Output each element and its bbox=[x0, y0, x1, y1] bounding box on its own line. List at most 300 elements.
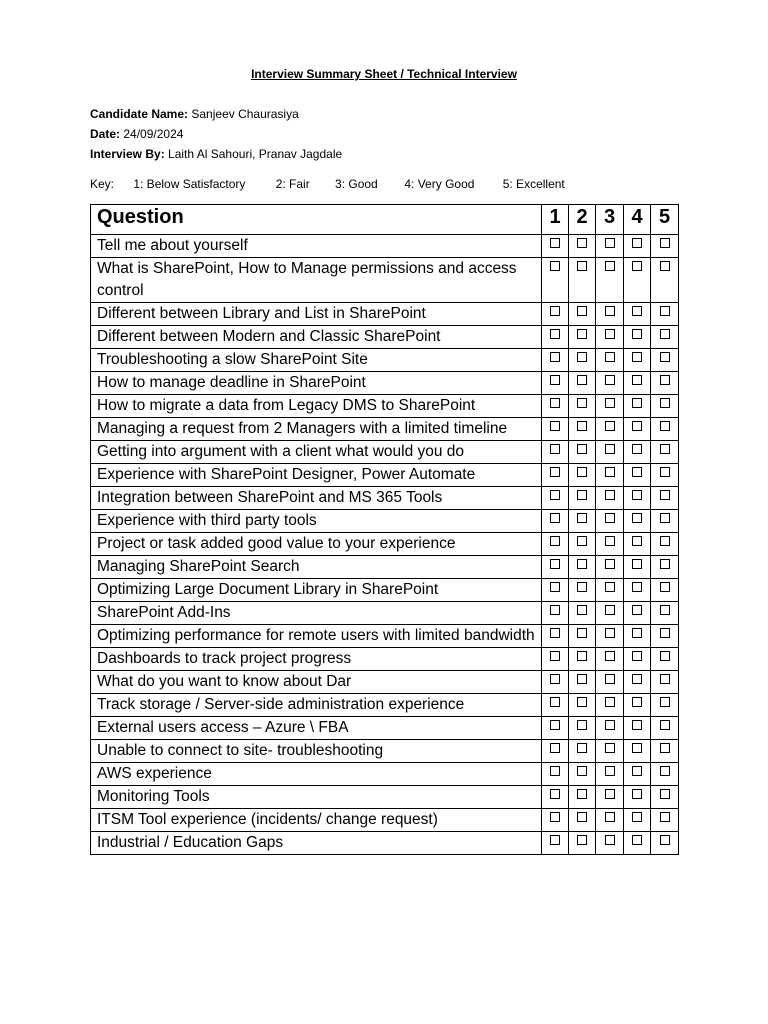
rating-checkbox[interactable] bbox=[632, 306, 642, 316]
rating-cell bbox=[596, 763, 624, 786]
rating-cell bbox=[569, 533, 596, 556]
rating-cell bbox=[569, 464, 596, 487]
rating-checkbox[interactable] bbox=[660, 766, 670, 776]
rating-cell bbox=[624, 602, 651, 625]
table-row bbox=[91, 602, 679, 625]
table-row bbox=[91, 418, 679, 441]
rating-checkbox[interactable] bbox=[632, 467, 642, 477]
rating-checkbox[interactable] bbox=[577, 720, 587, 730]
table-row bbox=[91, 487, 679, 510]
rating-checkbox[interactable] bbox=[550, 490, 560, 500]
rating-cell bbox=[596, 625, 624, 648]
rating-cell bbox=[651, 579, 679, 602]
rating-cell bbox=[624, 395, 651, 418]
rating-checkbox[interactable] bbox=[605, 329, 615, 339]
rating-checkbox[interactable] bbox=[660, 444, 670, 454]
rating-cell bbox=[651, 694, 679, 717]
rating-checkbox[interactable] bbox=[577, 812, 587, 822]
interviewer-names: Laith Al Sahouri, Pranav Jagdale bbox=[168, 147, 343, 161]
rating-checkbox[interactable] bbox=[605, 651, 615, 661]
rating-checkbox[interactable] bbox=[660, 559, 670, 569]
rating-cell bbox=[569, 326, 596, 349]
rating-checkbox[interactable] bbox=[550, 329, 560, 339]
rating-cell bbox=[542, 602, 569, 625]
rating-checkbox[interactable] bbox=[660, 398, 670, 408]
rating-checkbox[interactable] bbox=[632, 743, 642, 753]
rating-cell bbox=[651, 809, 679, 832]
table-header-row bbox=[91, 205, 679, 235]
rating-cell bbox=[596, 579, 624, 602]
rating-key bbox=[90, 177, 565, 191]
rating-cell bbox=[542, 418, 569, 441]
rating-cell bbox=[542, 349, 569, 372]
rating-checkbox[interactable] bbox=[605, 375, 615, 385]
question-text: What do you want to know about Dar bbox=[91, 671, 542, 694]
rating-cell bbox=[569, 602, 596, 625]
rating-checkbox[interactable] bbox=[660, 582, 670, 592]
rating-cell bbox=[569, 740, 596, 763]
rating-cell bbox=[651, 303, 679, 326]
rating-cell bbox=[596, 303, 624, 326]
rating-cell bbox=[624, 671, 651, 694]
rating-cell bbox=[542, 464, 569, 487]
rating-checkbox[interactable] bbox=[550, 467, 560, 477]
rating-checkbox[interactable] bbox=[660, 628, 670, 638]
rating-checkbox[interactable] bbox=[660, 329, 670, 339]
rating-checkbox[interactable] bbox=[550, 674, 560, 684]
question-text: ITSM Tool experience (incidents/ change request) bbox=[91, 809, 542, 832]
rating-checkbox[interactable] bbox=[605, 720, 615, 730]
rating-checkbox[interactable] bbox=[550, 766, 560, 776]
rating-checkbox[interactable] bbox=[550, 720, 560, 730]
table-row bbox=[91, 395, 679, 418]
rating-cell bbox=[569, 694, 596, 717]
rating-cell bbox=[596, 326, 624, 349]
rating-cell bbox=[596, 648, 624, 671]
rating-checkbox[interactable] bbox=[605, 261, 615, 271]
rating-cell bbox=[651, 740, 679, 763]
rating-cell bbox=[651, 625, 679, 648]
rating-checkbox[interactable] bbox=[550, 559, 560, 569]
rating-checkbox[interactable] bbox=[632, 398, 642, 408]
table-row bbox=[91, 648, 679, 671]
rating-cell bbox=[651, 556, 679, 579]
rating-checkbox[interactable] bbox=[550, 605, 560, 615]
rating-checkbox[interactable] bbox=[660, 467, 670, 477]
rating-checkbox[interactable] bbox=[605, 743, 615, 753]
rating-checkbox[interactable] bbox=[605, 812, 615, 822]
rating-checkbox[interactable] bbox=[632, 628, 642, 638]
rating-checkbox[interactable] bbox=[632, 559, 642, 569]
question-text: What is SharePoint, How to Manage permissions and access control bbox=[91, 258, 542, 303]
rating-cell bbox=[651, 510, 679, 533]
rating-checkbox[interactable] bbox=[660, 835, 670, 845]
rating-header: 1 bbox=[542, 205, 569, 235]
rating-checkbox[interactable] bbox=[660, 306, 670, 316]
rating-checkbox[interactable] bbox=[605, 421, 615, 431]
rating-cell bbox=[542, 625, 569, 648]
rating-cell bbox=[651, 258, 679, 303]
rating-cell bbox=[569, 763, 596, 786]
rating-checkbox[interactable] bbox=[605, 352, 615, 362]
table-row bbox=[91, 372, 679, 395]
rating-cell bbox=[624, 303, 651, 326]
rating-cell bbox=[624, 464, 651, 487]
interviewer-line bbox=[90, 144, 342, 164]
rating-cell bbox=[651, 441, 679, 464]
rating-cell bbox=[542, 533, 569, 556]
rating-checkbox[interactable] bbox=[632, 674, 642, 684]
rating-checkbox[interactable] bbox=[550, 697, 560, 707]
rating-cell bbox=[596, 418, 624, 441]
rating-checkbox[interactable] bbox=[605, 444, 615, 454]
question-rows bbox=[91, 235, 679, 855]
question-text: Experience with third party tools bbox=[91, 510, 542, 533]
rating-cell bbox=[542, 258, 569, 303]
rating-checkbox[interactable] bbox=[632, 651, 642, 661]
rating-cell bbox=[624, 326, 651, 349]
rating-checkbox[interactable] bbox=[577, 352, 587, 362]
question-text: Unable to connect to site- troubleshooting bbox=[91, 740, 542, 763]
rating-cell bbox=[569, 717, 596, 740]
rating-cell bbox=[624, 349, 651, 372]
rating-checkbox[interactable] bbox=[550, 536, 560, 546]
key-label: Key: bbox=[90, 177, 115, 191]
rating-checkbox[interactable] bbox=[660, 674, 670, 684]
rating-cell bbox=[542, 717, 569, 740]
rating-checkbox[interactable] bbox=[605, 674, 615, 684]
date-line bbox=[90, 124, 183, 144]
question-text: Different between Library and List in SharePoint bbox=[91, 303, 542, 326]
rating-cell bbox=[624, 258, 651, 303]
rating-cell bbox=[542, 694, 569, 717]
rating-cell bbox=[651, 832, 679, 855]
rating-checkbox[interactable] bbox=[660, 238, 670, 248]
rating-checkbox[interactable] bbox=[577, 261, 587, 271]
rating-checkbox[interactable] bbox=[605, 398, 615, 408]
question-text: Dashboards to track project progress bbox=[91, 648, 542, 671]
rating-checkbox[interactable] bbox=[577, 766, 587, 776]
rating-checkbox[interactable] bbox=[660, 651, 670, 661]
rating-checkbox[interactable] bbox=[632, 789, 642, 799]
question-text: How to migrate a data from Legacy DMS to SharePoint bbox=[91, 395, 542, 418]
rating-checkbox[interactable] bbox=[605, 628, 615, 638]
rating-checkbox[interactable] bbox=[577, 444, 587, 454]
rating-checkbox[interactable] bbox=[577, 490, 587, 500]
rating-cell bbox=[624, 648, 651, 671]
rating-cell bbox=[542, 763, 569, 786]
document-title: Interview Summary Sheet / Technical Interview bbox=[251, 67, 517, 81]
rating-checkbox[interactable] bbox=[660, 743, 670, 753]
rating-cell bbox=[596, 349, 624, 372]
question-text: Troubleshooting a slow SharePoint Site bbox=[91, 349, 542, 372]
rating-checkbox[interactable] bbox=[660, 352, 670, 362]
rating-checkbox[interactable] bbox=[605, 238, 615, 248]
rating-checkbox[interactable] bbox=[605, 536, 615, 546]
rating-checkbox[interactable] bbox=[632, 720, 642, 730]
rating-cell bbox=[569, 303, 596, 326]
rating-cell bbox=[596, 395, 624, 418]
rating-checkbox[interactable] bbox=[632, 513, 642, 523]
rating-cell bbox=[651, 235, 679, 258]
rating-cell bbox=[624, 579, 651, 602]
rating-checkbox[interactable] bbox=[660, 513, 670, 523]
rating-cell bbox=[624, 533, 651, 556]
rating-cell bbox=[596, 372, 624, 395]
table-row bbox=[91, 464, 679, 487]
rating-checkbox[interactable] bbox=[550, 812, 560, 822]
rating-checkbox[interactable] bbox=[577, 375, 587, 385]
rating-checkbox[interactable] bbox=[632, 444, 642, 454]
question-table bbox=[90, 204, 679, 855]
rating-checkbox[interactable] bbox=[660, 536, 670, 546]
rating-checkbox[interactable] bbox=[632, 766, 642, 776]
rating-checkbox[interactable] bbox=[660, 720, 670, 730]
rating-checkbox[interactable] bbox=[550, 582, 560, 592]
rating-checkbox[interactable] bbox=[605, 766, 615, 776]
rating-checkbox[interactable] bbox=[577, 789, 587, 799]
rating-checkbox[interactable] bbox=[577, 743, 587, 753]
rating-checkbox[interactable] bbox=[550, 306, 560, 316]
rating-checkbox[interactable] bbox=[550, 421, 560, 431]
rating-cell bbox=[542, 326, 569, 349]
rating-cell bbox=[624, 235, 651, 258]
rating-cell bbox=[542, 809, 569, 832]
rating-checkbox[interactable] bbox=[577, 697, 587, 707]
rating-checkbox[interactable] bbox=[660, 812, 670, 822]
rating-checkbox[interactable] bbox=[605, 513, 615, 523]
rating-checkbox[interactable] bbox=[660, 421, 670, 431]
question-text: Optimizing performance for remote users with limited bandwidth bbox=[91, 625, 542, 648]
table-row bbox=[91, 235, 679, 258]
interviewer-label: Interview By: bbox=[90, 147, 165, 161]
rating-cell bbox=[569, 671, 596, 694]
rating-checkbox[interactable] bbox=[577, 238, 587, 248]
rating-checkbox[interactable] bbox=[577, 559, 587, 569]
question-text: Integration between SharePoint and MS 365 Tools bbox=[91, 487, 542, 510]
rating-checkbox[interactable] bbox=[660, 605, 670, 615]
rating-cell bbox=[651, 648, 679, 671]
rating-cell bbox=[569, 579, 596, 602]
rating-cell bbox=[651, 786, 679, 809]
table-row bbox=[91, 441, 679, 464]
rating-cell bbox=[651, 671, 679, 694]
question-text: Managing a request from 2 Managers with a limited timeline bbox=[91, 418, 542, 441]
rating-cell bbox=[569, 395, 596, 418]
rating-cell bbox=[542, 235, 569, 258]
rating-cell bbox=[624, 832, 651, 855]
rating-checkbox[interactable] bbox=[577, 306, 587, 316]
rating-checkbox[interactable] bbox=[550, 789, 560, 799]
table-row bbox=[91, 349, 679, 372]
rating-cell bbox=[569, 510, 596, 533]
rating-checkbox[interactable] bbox=[550, 375, 560, 385]
rating-checkbox[interactable] bbox=[550, 398, 560, 408]
rating-checkbox[interactable] bbox=[632, 812, 642, 822]
rating-checkbox[interactable] bbox=[550, 261, 560, 271]
table-row bbox=[91, 717, 679, 740]
rating-cell bbox=[624, 717, 651, 740]
rating-cell bbox=[596, 740, 624, 763]
question-text: Experience with SharePoint Designer, Power Automate bbox=[91, 464, 542, 487]
rating-checkbox[interactable] bbox=[660, 490, 670, 500]
rating-checkbox[interactable] bbox=[577, 421, 587, 431]
rating-checkbox[interactable] bbox=[632, 536, 642, 546]
table-row bbox=[91, 556, 679, 579]
rating-cell bbox=[651, 395, 679, 418]
candidate-name: Sanjeev Chaurasiya bbox=[191, 107, 299, 121]
rating-checkbox[interactable] bbox=[605, 697, 615, 707]
rating-cell bbox=[624, 786, 651, 809]
rating-checkbox[interactable] bbox=[577, 605, 587, 615]
rating-cell bbox=[569, 786, 596, 809]
key-item: 4: Very Good bbox=[404, 177, 475, 191]
rating-cell bbox=[596, 832, 624, 855]
rating-checkbox[interactable] bbox=[577, 674, 587, 684]
table-row bbox=[91, 258, 679, 303]
rating-checkbox[interactable] bbox=[577, 628, 587, 638]
rating-cell bbox=[569, 441, 596, 464]
question-text: Industrial / Education Gaps bbox=[91, 832, 542, 855]
rating-checkbox[interactable] bbox=[660, 261, 670, 271]
rating-checkbox[interactable] bbox=[632, 835, 642, 845]
rating-cell bbox=[596, 235, 624, 258]
rating-checkbox[interactable] bbox=[605, 306, 615, 316]
rating-checkbox[interactable] bbox=[605, 605, 615, 615]
rating-checkbox[interactable] bbox=[632, 375, 642, 385]
rating-header: 4 bbox=[624, 205, 651, 235]
rating-cell bbox=[651, 602, 679, 625]
rating-cell bbox=[569, 258, 596, 303]
rating-cell bbox=[651, 349, 679, 372]
rating-checkbox[interactable] bbox=[632, 352, 642, 362]
question-header: Question bbox=[91, 205, 542, 235]
rating-cell bbox=[624, 809, 651, 832]
rating-checkbox[interactable] bbox=[577, 651, 587, 661]
rating-cell bbox=[569, 832, 596, 855]
rating-checkbox[interactable] bbox=[660, 697, 670, 707]
rating-header: 3 bbox=[596, 205, 624, 235]
rating-checkbox[interactable] bbox=[605, 559, 615, 569]
rating-checkbox[interactable] bbox=[632, 490, 642, 500]
rating-checkbox[interactable] bbox=[577, 329, 587, 339]
rating-cell bbox=[624, 694, 651, 717]
table-row bbox=[91, 303, 679, 326]
rating-cell bbox=[596, 602, 624, 625]
rating-cell bbox=[569, 648, 596, 671]
question-text: External users access – Azure \ FBA bbox=[91, 717, 542, 740]
question-text: Optimizing Large Document Library in SharePoint bbox=[91, 579, 542, 602]
rating-cell bbox=[596, 510, 624, 533]
rating-checkbox[interactable] bbox=[577, 513, 587, 523]
rating-header: 5 bbox=[651, 205, 679, 235]
key-item: 1: Below Satisfactory bbox=[133, 177, 246, 191]
rating-checkbox[interactable] bbox=[632, 238, 642, 248]
rating-cell bbox=[569, 487, 596, 510]
rating-cell bbox=[542, 441, 569, 464]
rating-checkbox[interactable] bbox=[632, 421, 642, 431]
rating-cell bbox=[651, 717, 679, 740]
rating-checkbox[interactable] bbox=[550, 835, 560, 845]
key-item: 2: Fair bbox=[275, 177, 310, 191]
rating-checkbox[interactable] bbox=[605, 789, 615, 799]
rating-checkbox[interactable] bbox=[605, 490, 615, 500]
rating-cell bbox=[542, 648, 569, 671]
table-row bbox=[91, 671, 679, 694]
rating-checkbox[interactable] bbox=[550, 513, 560, 523]
rating-checkbox[interactable] bbox=[577, 582, 587, 592]
question-text: Managing SharePoint Search bbox=[91, 556, 542, 579]
rating-checkbox[interactable] bbox=[550, 628, 560, 638]
rating-cell bbox=[624, 740, 651, 763]
rating-checkbox[interactable] bbox=[550, 352, 560, 362]
question-text: AWS experience bbox=[91, 763, 542, 786]
rating-checkbox[interactable] bbox=[577, 835, 587, 845]
rating-checkbox[interactable] bbox=[577, 536, 587, 546]
rating-cell bbox=[542, 579, 569, 602]
rating-cell bbox=[569, 372, 596, 395]
rating-cell bbox=[596, 786, 624, 809]
rating-checkbox[interactable] bbox=[660, 789, 670, 799]
rating-cell bbox=[596, 487, 624, 510]
rating-checkbox[interactable] bbox=[577, 467, 587, 477]
question-text: Different between Modern and Classic SharePoint bbox=[91, 326, 542, 349]
rating-cell bbox=[542, 786, 569, 809]
rating-cell bbox=[651, 464, 679, 487]
question-text: Tell me about yourself bbox=[91, 235, 542, 258]
key-item: 3: Good bbox=[335, 177, 378, 191]
rating-checkbox[interactable] bbox=[550, 238, 560, 248]
rating-cell bbox=[569, 349, 596, 372]
rating-checkbox[interactable] bbox=[632, 261, 642, 271]
rating-checkbox[interactable] bbox=[550, 444, 560, 454]
rating-checkbox[interactable] bbox=[550, 743, 560, 753]
rating-cell bbox=[651, 487, 679, 510]
question-text: Getting into argument with a client what would you do bbox=[91, 441, 542, 464]
rating-cell bbox=[596, 717, 624, 740]
rating-cell bbox=[569, 809, 596, 832]
rating-checkbox[interactable] bbox=[632, 582, 642, 592]
rating-checkbox[interactable] bbox=[660, 375, 670, 385]
rating-checkbox[interactable] bbox=[577, 398, 587, 408]
rating-checkbox[interactable] bbox=[550, 651, 560, 661]
rating-checkbox[interactable] bbox=[632, 605, 642, 615]
rating-cell bbox=[542, 372, 569, 395]
rating-checkbox[interactable] bbox=[632, 697, 642, 707]
rating-cell bbox=[569, 235, 596, 258]
rating-cell bbox=[624, 625, 651, 648]
question-text: SharePoint Add-Ins bbox=[91, 602, 542, 625]
rating-cell bbox=[651, 326, 679, 349]
table-row bbox=[91, 510, 679, 533]
table-row bbox=[91, 786, 679, 809]
question-text: How to manage deadline in SharePoint bbox=[91, 372, 542, 395]
date-value: 24/09/2024 bbox=[123, 127, 184, 141]
rating-cell bbox=[596, 258, 624, 303]
rating-checkbox[interactable] bbox=[605, 467, 615, 477]
date-label: Date: bbox=[90, 127, 121, 141]
rating-checkbox[interactable] bbox=[632, 329, 642, 339]
rating-cell bbox=[542, 395, 569, 418]
rating-cell bbox=[624, 372, 651, 395]
rating-cell bbox=[596, 464, 624, 487]
rating-checkbox[interactable] bbox=[605, 835, 615, 845]
rating-cell bbox=[651, 533, 679, 556]
rating-checkbox[interactable] bbox=[605, 582, 615, 592]
rating-cell bbox=[542, 740, 569, 763]
rating-cell bbox=[624, 556, 651, 579]
rating-cell bbox=[624, 763, 651, 786]
